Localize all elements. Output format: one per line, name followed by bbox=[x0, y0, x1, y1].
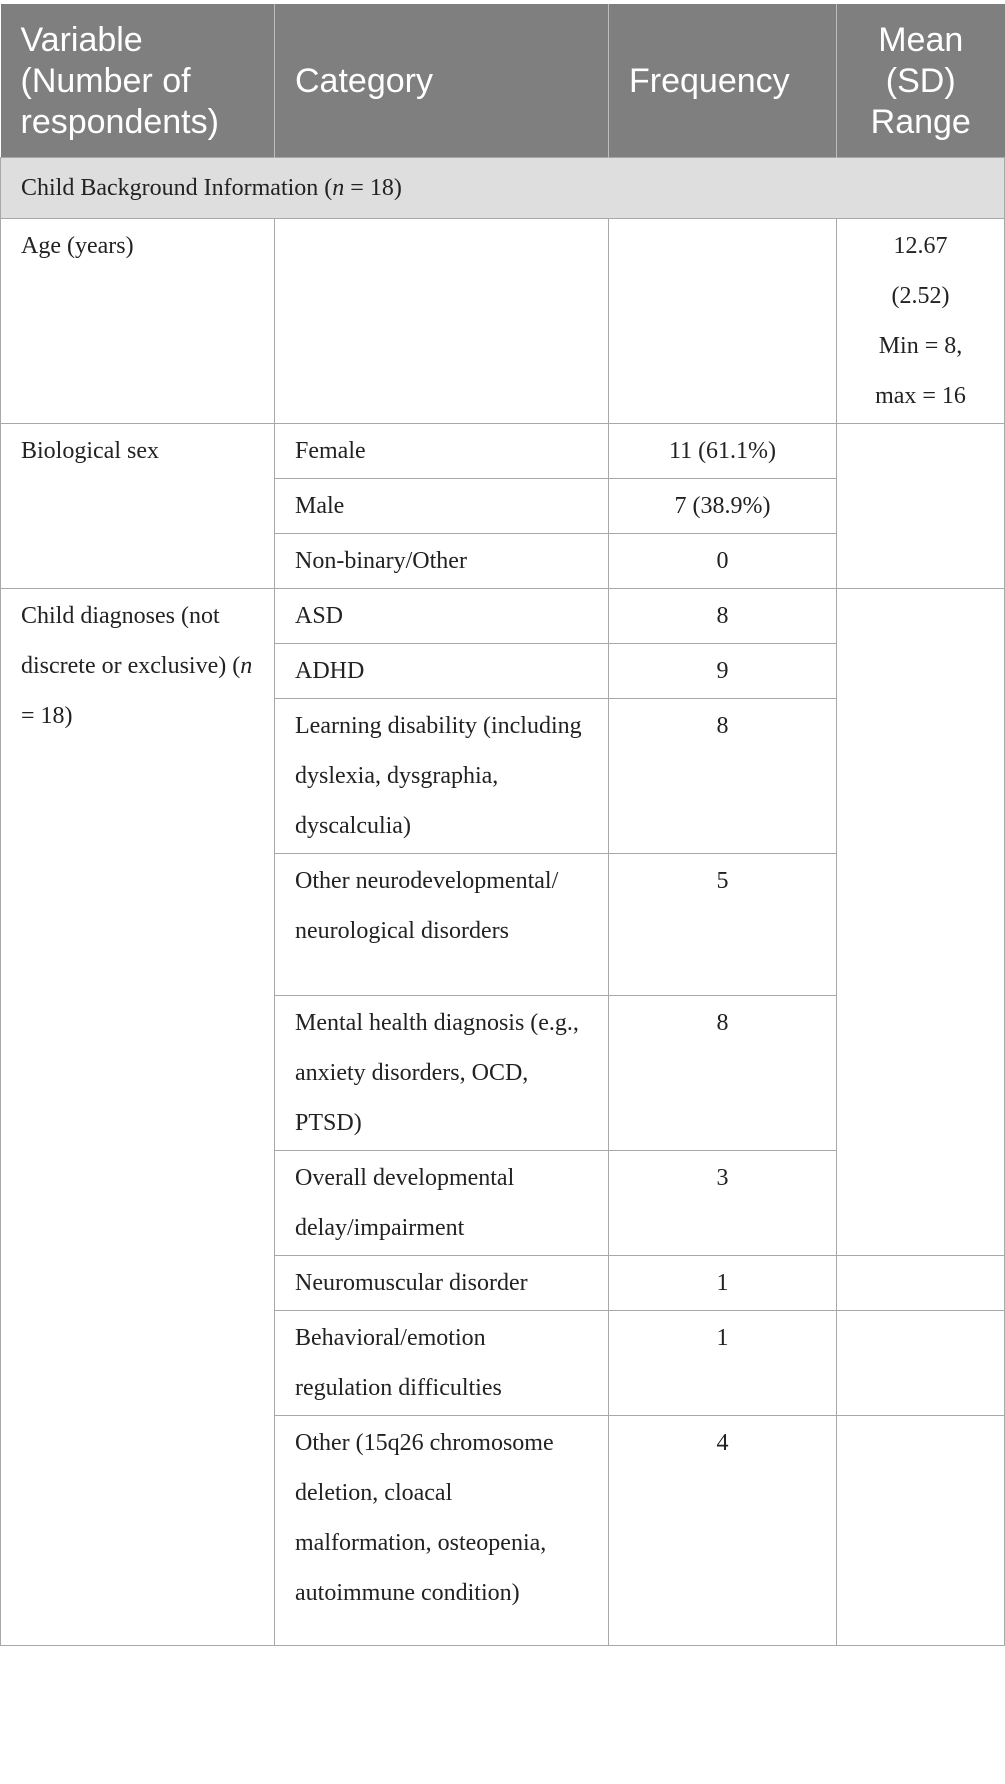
section-n-value: = 18) bbox=[344, 175, 402, 201]
diagnosis-category-text: ASD bbox=[295, 603, 344, 629]
age-category bbox=[275, 219, 609, 424]
sex-frequency-text: 7 (38.9%) bbox=[674, 493, 771, 519]
diagnosis-category bbox=[275, 644, 609, 699]
age-sd-value: (2.52) bbox=[891, 283, 950, 309]
sex-category bbox=[275, 479, 609, 534]
diagnosis-frequency bbox=[609, 644, 837, 699]
sex-category-text: Male bbox=[295, 493, 345, 519]
diagnosis-frequency-text: 4 bbox=[716, 1430, 729, 1456]
diagnosis-category-text: Neuromuscular disorder bbox=[295, 1270, 528, 1296]
diagnosis-category bbox=[275, 1151, 609, 1256]
diagnoses-variable-suffix: = 18) bbox=[21, 703, 73, 729]
diagnosis-frequency bbox=[609, 1311, 837, 1416]
diagnoses-variable bbox=[1, 589, 275, 1646]
diagnosis-frequency bbox=[609, 996, 837, 1151]
diagnosis-category bbox=[275, 699, 609, 854]
sex-category bbox=[275, 424, 609, 479]
section-label: Child Background Information ( bbox=[21, 175, 333, 201]
diagnosis-frequency-text: 8 bbox=[716, 603, 729, 629]
age-variable-text: Age (years) bbox=[21, 233, 134, 259]
diagnosis-frequency bbox=[609, 699, 837, 854]
diagnosis-category bbox=[275, 1311, 609, 1416]
diagnosis-category bbox=[275, 854, 609, 996]
diagnosis-category-text: Mental health diagnosis (e.g., anxiety disorders, OCD, PTSD) bbox=[295, 1010, 579, 1136]
header-row bbox=[1, 4, 1005, 158]
section-n: n bbox=[332, 175, 345, 201]
sex-variable bbox=[1, 424, 275, 589]
sex-variable-text: Biological sex bbox=[21, 438, 159, 464]
section-row bbox=[1, 158, 1005, 219]
diagnosis-frequency-text: 9 bbox=[716, 658, 729, 684]
diagnoses-variable-text bbox=[21, 591, 254, 741]
diagnosis-category bbox=[275, 996, 609, 1151]
sex-frequency-text: 0 bbox=[716, 548, 729, 574]
age-max-value: max = 16 bbox=[875, 383, 966, 409]
diagnosis-frequency bbox=[609, 1151, 837, 1256]
diagnosis-category-text: Other (15q26 chromosome deletion, cloacal malformation, osteopenia, autoimmune condition) bbox=[295, 1430, 554, 1606]
sex-mean bbox=[837, 424, 1005, 589]
sex-frequency bbox=[609, 479, 837, 534]
diagnosis-frequency bbox=[609, 1416, 837, 1646]
diagnosis-category-text: Behavioral/emotion regulation difficulties bbox=[295, 1325, 502, 1401]
section-title bbox=[1, 158, 1005, 219]
diagnosis-frequency bbox=[609, 1256, 837, 1311]
diagnosis-category bbox=[275, 589, 609, 644]
diagnosis-frequency bbox=[609, 589, 837, 644]
table-row bbox=[1, 589, 1005, 644]
age-min-value: Min = 8, bbox=[878, 333, 963, 359]
diagnosis-category bbox=[275, 1256, 609, 1311]
sex-frequency-text: 11 (61.1%) bbox=[668, 438, 777, 464]
table-row bbox=[1, 219, 1005, 424]
sex-category-text: Non-binary/Other bbox=[295, 548, 467, 574]
demographics-table bbox=[0, 4, 1005, 1646]
age-mean-block bbox=[857, 221, 984, 421]
diagnosis-frequency-text: 3 bbox=[716, 1165, 729, 1191]
header-mean-sd-range: Mean (SD) Range bbox=[837, 4, 1005, 158]
diagnosis-frequency bbox=[609, 854, 837, 996]
diagnosis-category-text: Learning disability (including dyslexia, dysgraphia, dyscalculia) bbox=[295, 713, 582, 839]
diagnosis-category-text: ADHD bbox=[295, 658, 365, 684]
age-mean bbox=[837, 219, 1005, 424]
sex-category bbox=[275, 534, 609, 589]
diagnosis-frequency-text: 8 bbox=[716, 1010, 729, 1036]
diagnosis-frequency-text: 8 bbox=[716, 713, 729, 739]
diagnosis-mean bbox=[837, 1416, 1005, 1646]
diagnosis-category-text: Overall developmental delay/impairment bbox=[295, 1165, 515, 1241]
header-variable: Variable (Number of respondents) bbox=[1, 4, 275, 158]
diagnosis-mean bbox=[837, 1311, 1005, 1416]
age-variable bbox=[1, 219, 275, 424]
diagnoses-variable-prefix: Child diagnoses (not discrete or exclusive) ( bbox=[21, 603, 241, 679]
sex-frequency bbox=[609, 534, 837, 589]
table-row bbox=[1, 424, 1005, 479]
age-mean-value: 12.67 bbox=[893, 233, 948, 259]
diagnosis-frequency-text: 1 bbox=[716, 1325, 729, 1351]
diagnoses-n: n bbox=[240, 653, 253, 679]
diagnosis-frequency-text: 5 bbox=[716, 868, 729, 894]
age-frequency bbox=[609, 219, 837, 424]
diagnoses-mean bbox=[837, 589, 1005, 1256]
sex-frequency bbox=[609, 424, 837, 479]
header-category: Category bbox=[275, 4, 609, 158]
diagnosis-category-text: Other neurodevelopmental/ neurological disorders bbox=[295, 868, 559, 944]
diagnosis-frequency-text: 1 bbox=[716, 1270, 729, 1296]
header-frequency: Frequency bbox=[609, 4, 837, 158]
sex-category-text: Female bbox=[295, 438, 366, 464]
diagnosis-mean bbox=[837, 1256, 1005, 1311]
diagnosis-category bbox=[275, 1416, 609, 1646]
